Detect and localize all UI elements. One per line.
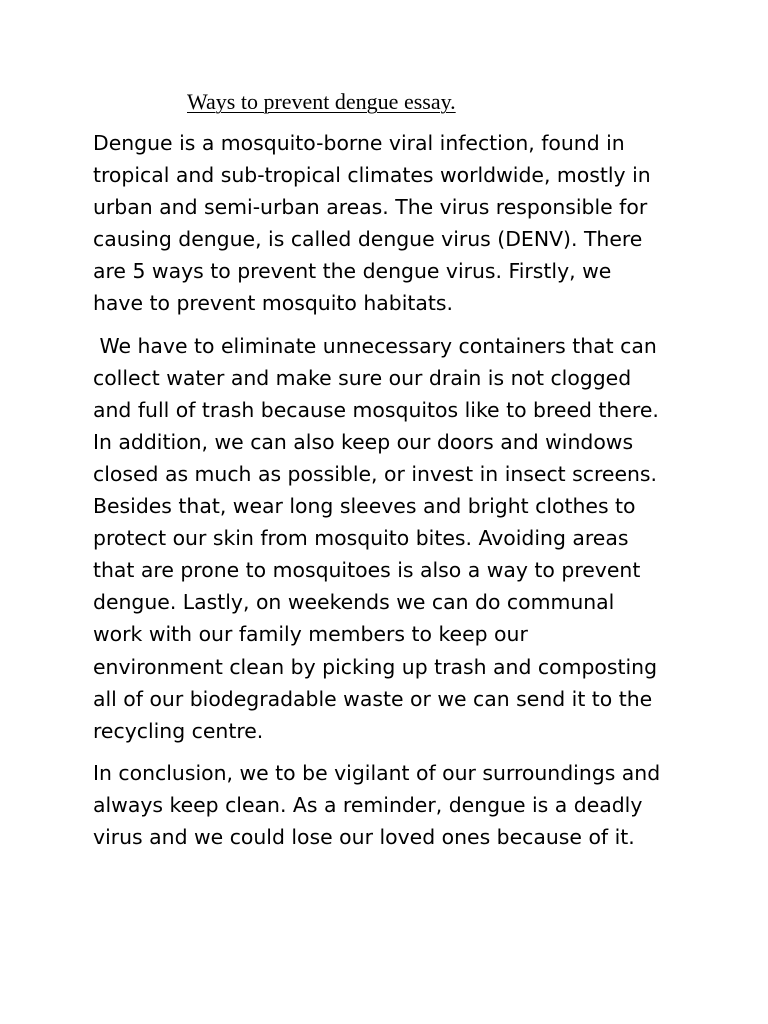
text-line: tropical and sub-tropical climates worldwide, mostly in — [93, 163, 651, 188]
paragraph-prevention — [93, 330, 693, 747]
text-line: virus and we could lose our loved ones because of it. — [93, 824, 635, 849]
paragraph-conclusion — [93, 757, 693, 853]
text-line: are 5 ways to prevent the dengue virus. Firstly, we — [93, 259, 612, 284]
text-line: protect our skin from mosquito bites. Avoiding areas — [93, 526, 629, 551]
text-line: collect water and make sure our drain is not clogged — [93, 365, 632, 390]
text-line: environment clean by picking up trash and composting — [93, 654, 658, 679]
text-line: have to prevent mosquito habitats. — [93, 291, 453, 316]
essay-body — [93, 127, 693, 863]
text-line: dengue. Lastly, on weekends we can do communal — [93, 590, 615, 615]
text-line: Dengue is a mosquito-borne viral infection, found in — [93, 131, 625, 155]
paragraph-intro — [93, 127, 693, 320]
text-line: that are prone to mosquitoes is also a way to prevent — [93, 558, 641, 583]
text-line: Besides that, wear long sleeves and bright clothes to — [93, 494, 636, 519]
text-line: all of our biodegradable waste or we can send it to the — [93, 686, 653, 711]
text-line: recycling centre. — [93, 718, 264, 743]
text-line: always keep clean. As a reminder, dengue is a deadly — [93, 792, 643, 817]
text-line: urban and semi-urban areas. The virus responsible for — [93, 195, 648, 220]
text-line: work with our family members to keep our — [93, 622, 528, 647]
text-line: closed as much as possible, or invest in insect screens. — [93, 461, 658, 486]
text-line: In addition, we can also keep our doors and windows — [93, 429, 634, 454]
text-line: We have to eliminate unnecessary containers that can — [93, 333, 657, 358]
text-line: and full of trash because mosquitos like to breed there. — [93, 397, 659, 422]
text-line: causing dengue, is called dengue virus (DENV). There — [93, 227, 643, 252]
text-line: In conclusion, we to be vigilant of our surroundings and — [93, 760, 661, 785]
essay-title: Ways to prevent dengue essay. — [187, 89, 456, 114]
